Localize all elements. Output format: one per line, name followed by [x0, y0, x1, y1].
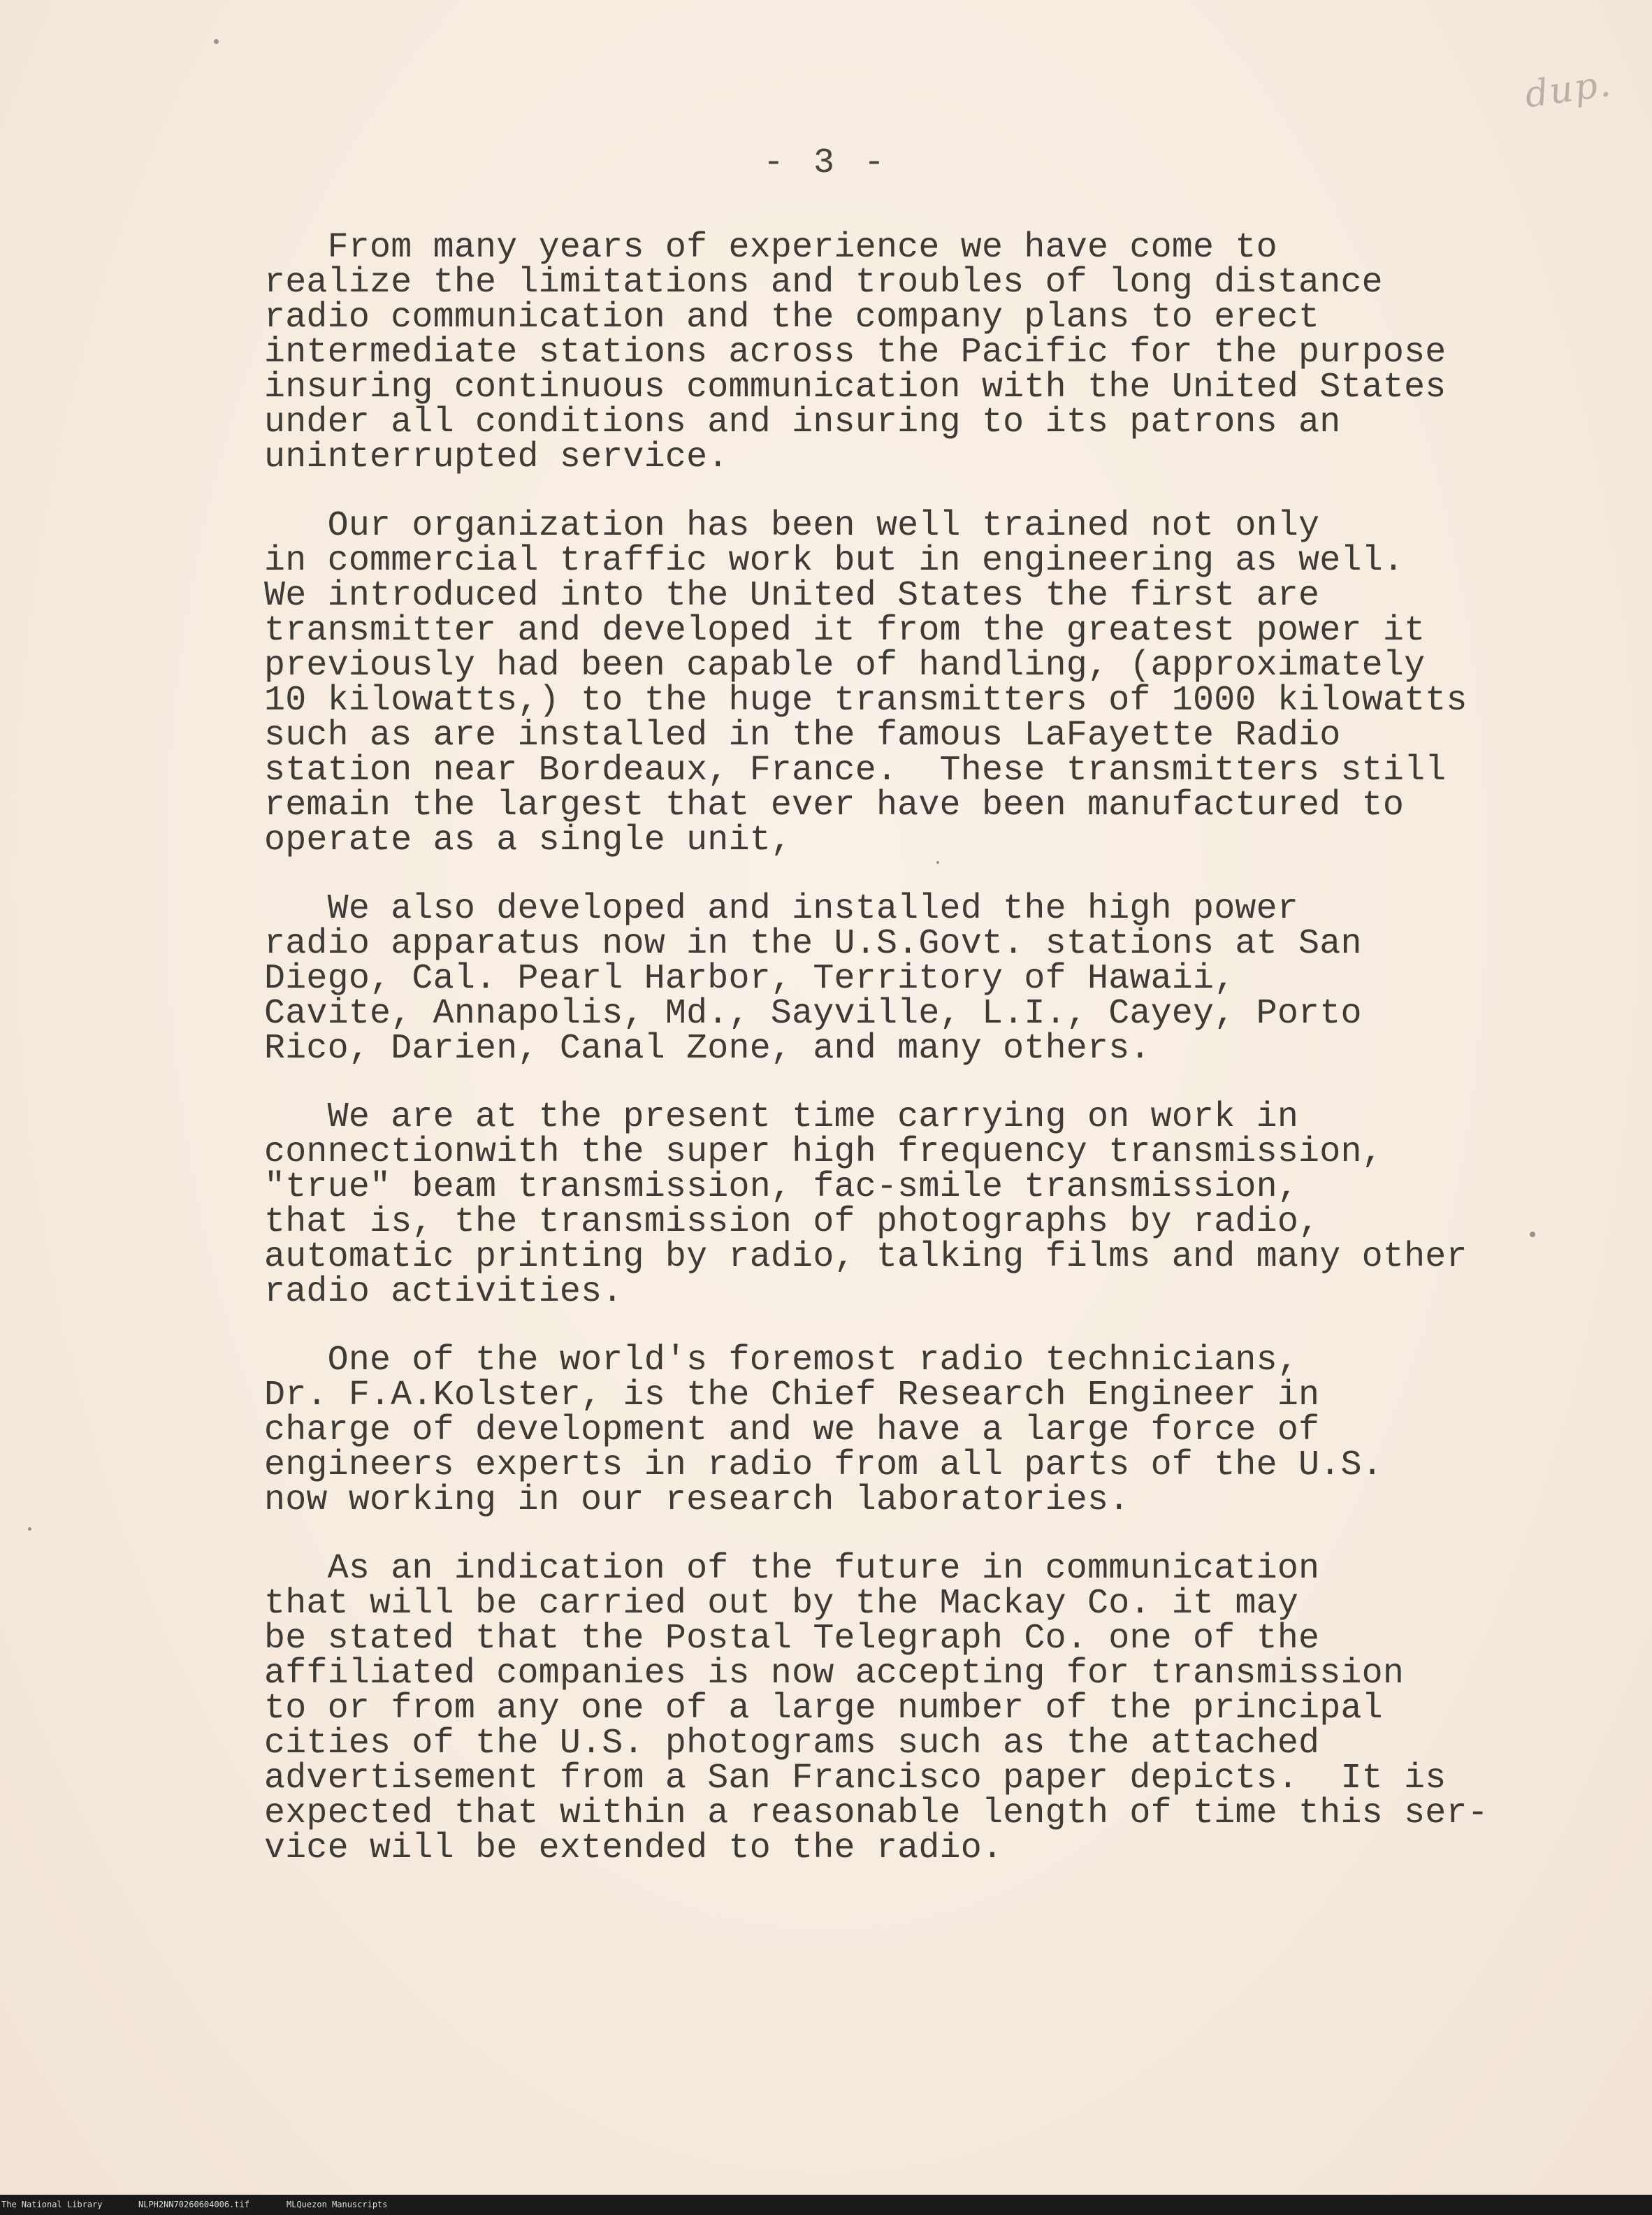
text-line: insuring continuous communication with the United States	[264, 368, 1447, 407]
text-line: uninterrupted service.	[264, 438, 729, 477]
text-line: As an indication of the future in communication	[264, 1549, 1320, 1589]
handwritten-annotation: dup.	[1522, 62, 1615, 117]
text-line: to or from any one of a large number of the principal	[264, 1689, 1383, 1729]
page-number: - 3 -	[762, 143, 890, 183]
paper-speck	[936, 861, 939, 864]
text-line: We introduced into the United States the first are	[264, 576, 1320, 616]
paragraph-5	[264, 1343, 1592, 1518]
text-line: Our organization has been well trained not only	[264, 506, 1320, 546]
text-line: We are at the present time carrying on work in	[264, 1097, 1299, 1137]
text-line: charge of development and we have a large force of	[264, 1410, 1320, 1450]
text-line: Rico, Darien, Canal Zone, and many others.	[264, 1029, 1151, 1069]
text-line: operate as a single unit,	[264, 821, 792, 860]
text-line: such as are installed in the famous LaFayette Radio	[264, 716, 1341, 756]
text-line: engineers experts in radio from all parts of the U.S.	[264, 1445, 1383, 1485]
text-line: realize the limitations and troubles of long distance	[264, 263, 1383, 303]
paragraph-2	[264, 506, 1592, 860]
text-line: 10 kilowatts,) to the huge transmitters of 1000 kilowatts	[264, 681, 1468, 721]
text-line: be stated that the Postal Telegraph Co. one of the	[264, 1619, 1320, 1659]
footer-library: The National Library	[1, 2200, 103, 2209]
text-line: automatic printing by radio, talking films and many other	[264, 1237, 1468, 1277]
text-line: radio apparatus now in the U.S.Govt. stations at San	[264, 924, 1362, 964]
text-line: in commercial traffic work but in engineering as well.	[264, 541, 1405, 581]
text-line: that is, the transmission of photographs by radio,	[264, 1202, 1320, 1242]
paragraph-4	[264, 1097, 1592, 1312]
text-line: advertisement from a San Francisco paper depicts. It is	[264, 1759, 1447, 1798]
text-line: vice will be extended to the radio.	[264, 1828, 1003, 1868]
text-line: Dr. F.A.Kolster, is the Chief Research Engineer in	[264, 1376, 1320, 1415]
paper-speck	[28, 1527, 31, 1531]
text-line: previously had been capable of handling, (approximately	[264, 646, 1426, 686]
footer-file: NLPH2NN70260604006.tif	[138, 2200, 249, 2209]
text-line: We also developed and installed the high power	[264, 889, 1299, 929]
text-line: transmitter and developed it from the greatest power it	[264, 611, 1426, 651]
letter-body	[264, 228, 1592, 1900]
text-line: radio communication and the company plans to erect	[264, 298, 1320, 338]
text-line: under all conditions and insuring to its patrons an	[264, 403, 1341, 442]
footer-collection: MLQuezon Manuscripts	[287, 2200, 388, 2209]
paper-speck	[214, 39, 219, 44]
text-line: cities of the U.S. photograms such as the attached	[264, 1724, 1320, 1763]
paragraph-3	[264, 889, 1592, 1069]
text-line: connectionwith the super high frequency transmission,	[264, 1132, 1383, 1172]
scan-footer	[0, 2195, 1652, 2215]
text-line: now working in our research laboratories.	[264, 1480, 1130, 1520]
text-line: affiliated companies is now accepting for transmission	[264, 1654, 1405, 1694]
text-line: radio activities.	[264, 1272, 623, 1312]
text-line: From many years of experience we have come to	[264, 228, 1277, 268]
paper-speck	[1530, 1232, 1535, 1237]
text-line: "true" beam transmission, fac-smile transmission,	[264, 1167, 1299, 1207]
text-line: Diego, Cal. Pearl Harbor, Territory of Hawaii,	[264, 959, 1236, 999]
text-line: station near Bordeaux, France. These transmitters still	[264, 751, 1447, 791]
text-line: intermediate stations across the Pacific for the purpose	[264, 333, 1447, 373]
text-line: remain the largest that ever have been manufactured to	[264, 786, 1405, 825]
text-line: Cavite, Annapolis, Md., Sayville, L.I., Cayey, Porto	[264, 994, 1362, 1034]
text-line: that will be carried out by the Mackay Co. it may	[264, 1584, 1299, 1624]
text-line: expected that within a reasonable length of time this ser-	[264, 1794, 1488, 1833]
paragraph-6	[264, 1549, 1592, 1868]
text-line: One of the world's foremost radio technicians,	[264, 1341, 1299, 1380]
paragraph-1	[264, 228, 1592, 477]
